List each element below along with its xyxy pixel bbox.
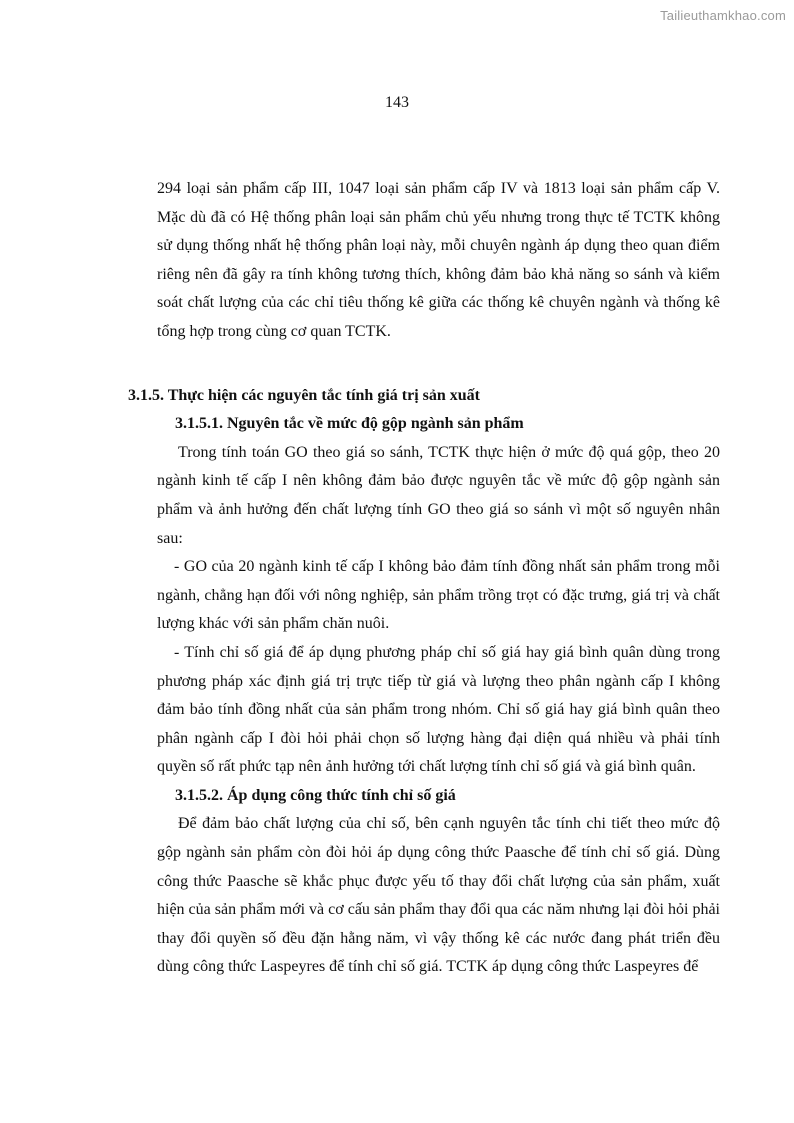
page-number: 143 bbox=[385, 94, 409, 111]
list-item-price-index: - Tính chỉ số giá để áp dụng phương pháp chỉ số giá hay giá bình quân dùng trong phương pháp xác định giá trị trực tiếp từ giá và lượng theo phân ngành cấp I không đảm bảo tính đồng nhất của sản phẩm trong nhóm. Chỉ số giá hay giá bình quân theo phân ngành cấp I đòi hỏi phải chọn số lượng hàng đại diện quá nhiều và phải tính quyền số rất phức tạp nên ảnh hưởng tới chất lượng tính chỉ số giá và giá bình quân. bbox=[157, 643, 720, 776]
section-heading-3-1-5: 3.1.5. Thực hiện các nguyên tắc tính giá trị sản xuất bbox=[128, 386, 480, 404]
paragraph-continuation: 294 loại sản phẩm cấp III, 1047 loại sản phẩm cấp IV và 1813 loại sản phẩm cấp V. Mặc dù đã có Hệ thống phân loại sản phẩm chủ yếu nhưng trong thực tế TCTK không sử dụng thống nhất hệ thống phân loại này, mỗi chuyên ngành áp dụng theo quan điểm riêng nên đã gây ra tính không tương thích, không đảm bảo khả năng so sánh và kiểm soát chất lượng của các chỉ tiêu thống kê giữa các thống kê chuyên ngành và thống kê tổng hợp trong cùng cơ quan TCTK. bbox=[157, 180, 720, 340]
paragraph-price-index-formula: Để đảm bảo chất lượng của chỉ số, bên cạnh nguyên tắc tính chi tiết theo mức độ gộp ngành sản phẩm còn đòi hỏi áp dụng công thức Paasche để tính chỉ số giá. Dùng công thức Paasche sẽ khắc phục được yếu tố thay đổi chất lượng của sản phẩm, xuất hiện của sản phẩm mới và cơ cấu sản phẩm thay đổi qua các năm nhưng lại đòi hỏi phải thay đổi quyền số đều đặn hằng năm, vì vậy thống kê các nước đang phát triển đều dùng công thức Laspeyres để tính chỉ số giá. TCTK áp dụng công thức Laspeyres để bbox=[157, 815, 720, 976]
paragraph-go-calculation: Trong tính toán GO theo giá so sánh, TCTK thực hiện ở mức độ quá gộp, theo 20 ngành kinh tế cấp I nên không đảm bảo được nguyên tắc về mức độ gộp ngành sản phẩm và ảnh hưởng đến chất lượng tính GO theo giá so sánh vì một số nguyên nhân sau: bbox=[157, 443, 720, 547]
subsection-heading-3-1-5-2: 3.1.5.2. Áp dụng công thức tính chỉ số giá bbox=[175, 786, 456, 804]
watermark-text: Tailieuthamkhao.com bbox=[660, 8, 786, 23]
subsection-heading-3-1-5-1: 3.1.5.1. Nguyên tắc về mức độ gộp ngành sản phẩm bbox=[175, 415, 524, 433]
list-item-go-homogeneity: - GO của 20 ngành kinh tế cấp I không bảo đảm tính đồng nhất sản phẩm trong mỗi ngành, chẳng hạn đối với nông nghiệp, sản phẩm trồng trọt có đặc trưng, giá trị và chất lượng khác với sản phẩm chăn nuôi. bbox=[157, 558, 720, 633]
document-body bbox=[128, 175, 720, 982]
